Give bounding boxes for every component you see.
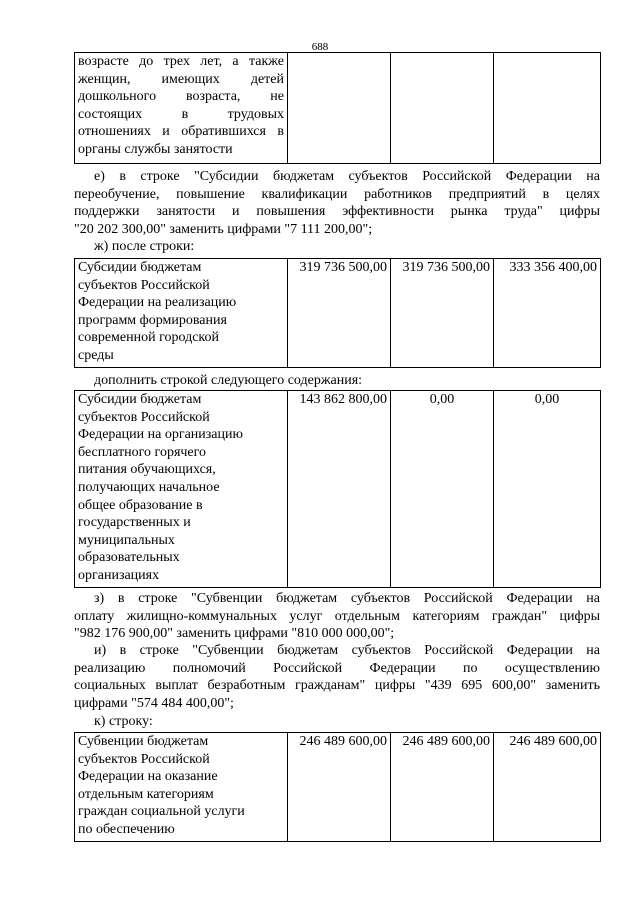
value-cell-2: 246 489 600,00 xyxy=(391,733,494,842)
label-line: получающих начальное xyxy=(78,479,220,495)
table-new-row xyxy=(74,390,600,588)
label-line: питания обучающихся, xyxy=(78,462,216,478)
paragraph-k xyxy=(74,713,600,731)
value-cell-3: 0,00 xyxy=(494,391,601,588)
label-line: муниципальных xyxy=(78,532,175,548)
value-cell-1 xyxy=(288,53,391,164)
paragraph-line: к) строку: xyxy=(94,714,153,729)
paragraph-add xyxy=(74,372,600,390)
label-line: Субсидии бюджетам xyxy=(78,392,202,407)
paragraph-e xyxy=(74,168,600,238)
paragraph-line: поддержки занятости и повышения эффективности рынка труда" цифры xyxy=(74,204,600,220)
value-cell-2: 0,00 xyxy=(391,391,494,588)
value-cell-1: 143 862 800,00 xyxy=(288,391,391,588)
label-line: отдельным категориям xyxy=(78,786,214,802)
label-line: организациях xyxy=(78,567,160,583)
paragraph-line: "20 202 300,00" заменить цифрами "7 111 200,00"; xyxy=(74,221,373,237)
row-label xyxy=(75,53,288,164)
label-line: женщин, имеющих детей xyxy=(78,71,284,87)
page-number: 688 xyxy=(311,41,329,53)
row-label xyxy=(75,733,288,842)
label-line: образовательных xyxy=(78,550,180,566)
label-line: Федерации на организацию xyxy=(78,427,243,443)
label-line: субъектов Российской xyxy=(78,409,210,425)
table-row xyxy=(75,391,601,588)
label-line: граждан социальной услуги xyxy=(78,804,245,820)
value-cell-1: 319 736 500,00 xyxy=(288,259,391,368)
label-line: общее образование в xyxy=(78,497,203,513)
table-row xyxy=(75,733,601,842)
label-line: Федерации на реализацию xyxy=(78,295,237,311)
value-cell-2: 319 736 500,00 xyxy=(391,259,494,368)
label-line: Субвенции бюджетам xyxy=(78,734,209,749)
paragraph-line: оплату жилищно-коммунальных услуг отдельным категориям граждан" цифры xyxy=(74,608,600,624)
label-line: Субсидии бюджетам xyxy=(78,260,202,275)
table-row xyxy=(75,259,601,368)
table-replace-row xyxy=(74,732,600,842)
label-line: бесплатного горячего xyxy=(78,444,207,460)
row-label xyxy=(75,259,288,368)
paragraph-line: з) в строке "Субвенции бюджетам субъектов Российской Федерации на xyxy=(94,591,600,606)
label-line: возрасте до трех лет, а также xyxy=(78,54,284,69)
value-cell-1: 246 489 600,00 xyxy=(288,733,391,842)
paragraph-line: цифрами "574 484 400,00"; xyxy=(74,695,234,711)
paragraph-line: социальных выплат безработным гражданам" цифры "439 695 600,00" заменить xyxy=(74,678,600,694)
value-cell-3 xyxy=(494,53,601,164)
value-cell-3: 246 489 600,00 xyxy=(494,733,601,842)
paragraph-line: реализацию полномочий Российской Федерации по осуществлению xyxy=(74,660,600,676)
paragraph-line: и) в строке "Субвенции бюджетам субъектов Российской Федерации на xyxy=(94,643,600,658)
label-line: государственных и xyxy=(78,515,191,531)
label-line: Федерации на оказание xyxy=(78,769,218,785)
label-line: современной городской xyxy=(78,330,219,346)
label-line: по обеспечению xyxy=(78,821,175,837)
label-line: состоящих в трудовых xyxy=(78,106,284,122)
paragraph-i xyxy=(74,642,600,712)
paragraph-zh xyxy=(74,238,600,256)
table-row xyxy=(75,53,601,164)
table-continuation xyxy=(74,52,600,164)
label-line: среды xyxy=(78,347,114,363)
paragraph-line: е) в строке "Субсидии бюджетам субъектов Российской Федерации на xyxy=(94,169,600,184)
label-line: программ формирования xyxy=(78,312,227,328)
value-cell-2 xyxy=(391,53,494,164)
label-line: субъектов Российской xyxy=(78,751,210,767)
row-label xyxy=(75,391,288,588)
label-line: отношениях и обратившихся в xyxy=(78,124,284,140)
paragraph-z xyxy=(74,590,600,643)
paragraph-line: переобучение, повышение квалификации работников предприятий в целях xyxy=(74,186,600,202)
paragraph-line: ж) после строки: xyxy=(94,239,195,254)
paragraph-line: "982 176 900,00" заменить цифрами "810 000 000,00"; xyxy=(74,626,395,642)
label-line: субъектов Российской xyxy=(78,277,210,293)
label-line: дошкольного возраста, не xyxy=(78,89,284,105)
table-after-row xyxy=(74,258,600,368)
value-cell-3: 333 356 400,00 xyxy=(494,259,601,368)
paragraph-line: дополнить строкой следующего содержания: xyxy=(94,373,363,388)
label-line: органы службы занятости xyxy=(78,141,233,157)
